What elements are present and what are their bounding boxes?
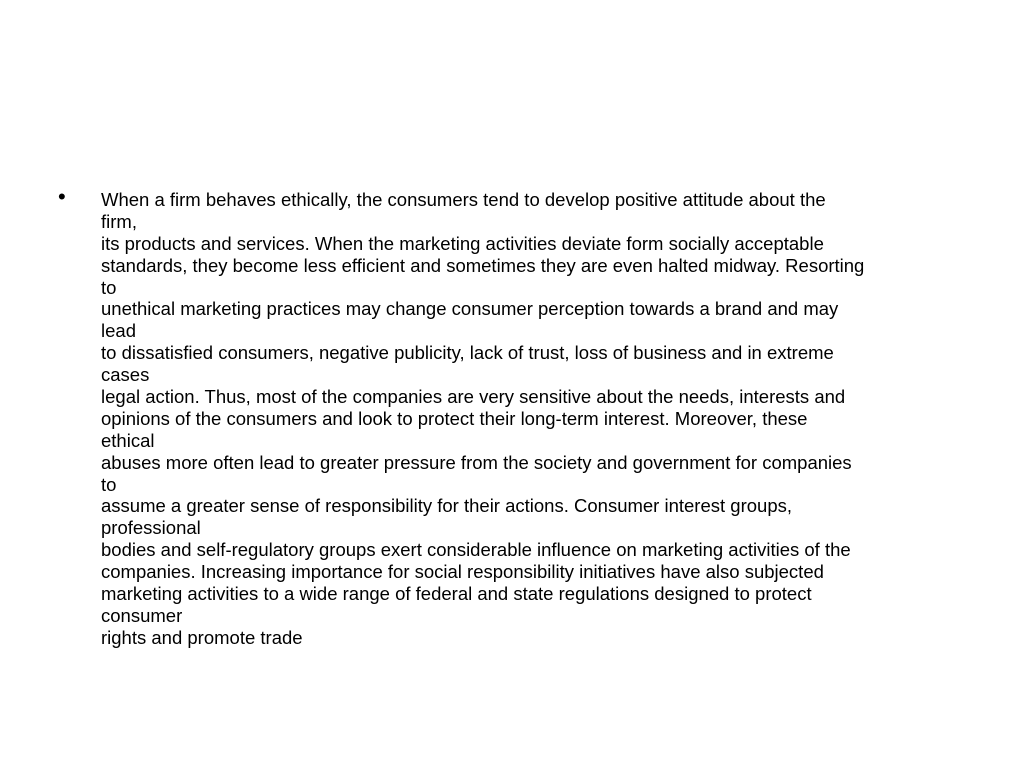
text-line: assume a greater sense of responsibility for their actions. Consumer interest groups, [101,495,792,517]
text-line: cases [101,364,150,386]
text-line: firm, [101,210,137,232]
text-line: When a firm behaves ethically, the consumers tend to develop positive attitude about the [101,189,826,210]
text-line: to [101,276,117,298]
text-line: its products and services. When the marketing activities deviate form socially acceptable [101,232,824,254]
text-line: rights and promote trade [101,626,303,648]
text-line: unethical marketing practices may change consumer perception towards a brand and may [101,298,839,320]
text-line: marketing activities to a wide range of federal and state regulations designed to protect [101,583,812,605]
text-line: lead [101,320,136,342]
bullet-marker: • [58,184,66,209]
text-line: professional [101,517,201,539]
text-line: companies. Increasing importance for social responsibility initiatives have also subjected [101,561,824,583]
text-line: bodies and self-regulatory groups exert considerable influence on marketing activities of the [101,539,851,561]
bullet-text [101,189,971,649]
text-line: opinions of the consumers and look to protect their long-term interest. Moreover, these [101,407,808,429]
text-line: ethical [101,429,155,451]
text-line: abuses more often lead to greater pressure from the society and government for companies [101,451,852,473]
text-line: consumer [101,604,183,626]
text-line: standards, they become less efficient and sometimes they are even halted midway. Resorting [101,254,865,276]
text-line: to [101,473,117,495]
text-line: to dissatisfied consumers, negative publicity, lack of trust, loss of business and in extreme [101,342,834,364]
text-line: legal action. Thus, most of the companies are very sensitive about the needs, interests and [101,386,846,408]
